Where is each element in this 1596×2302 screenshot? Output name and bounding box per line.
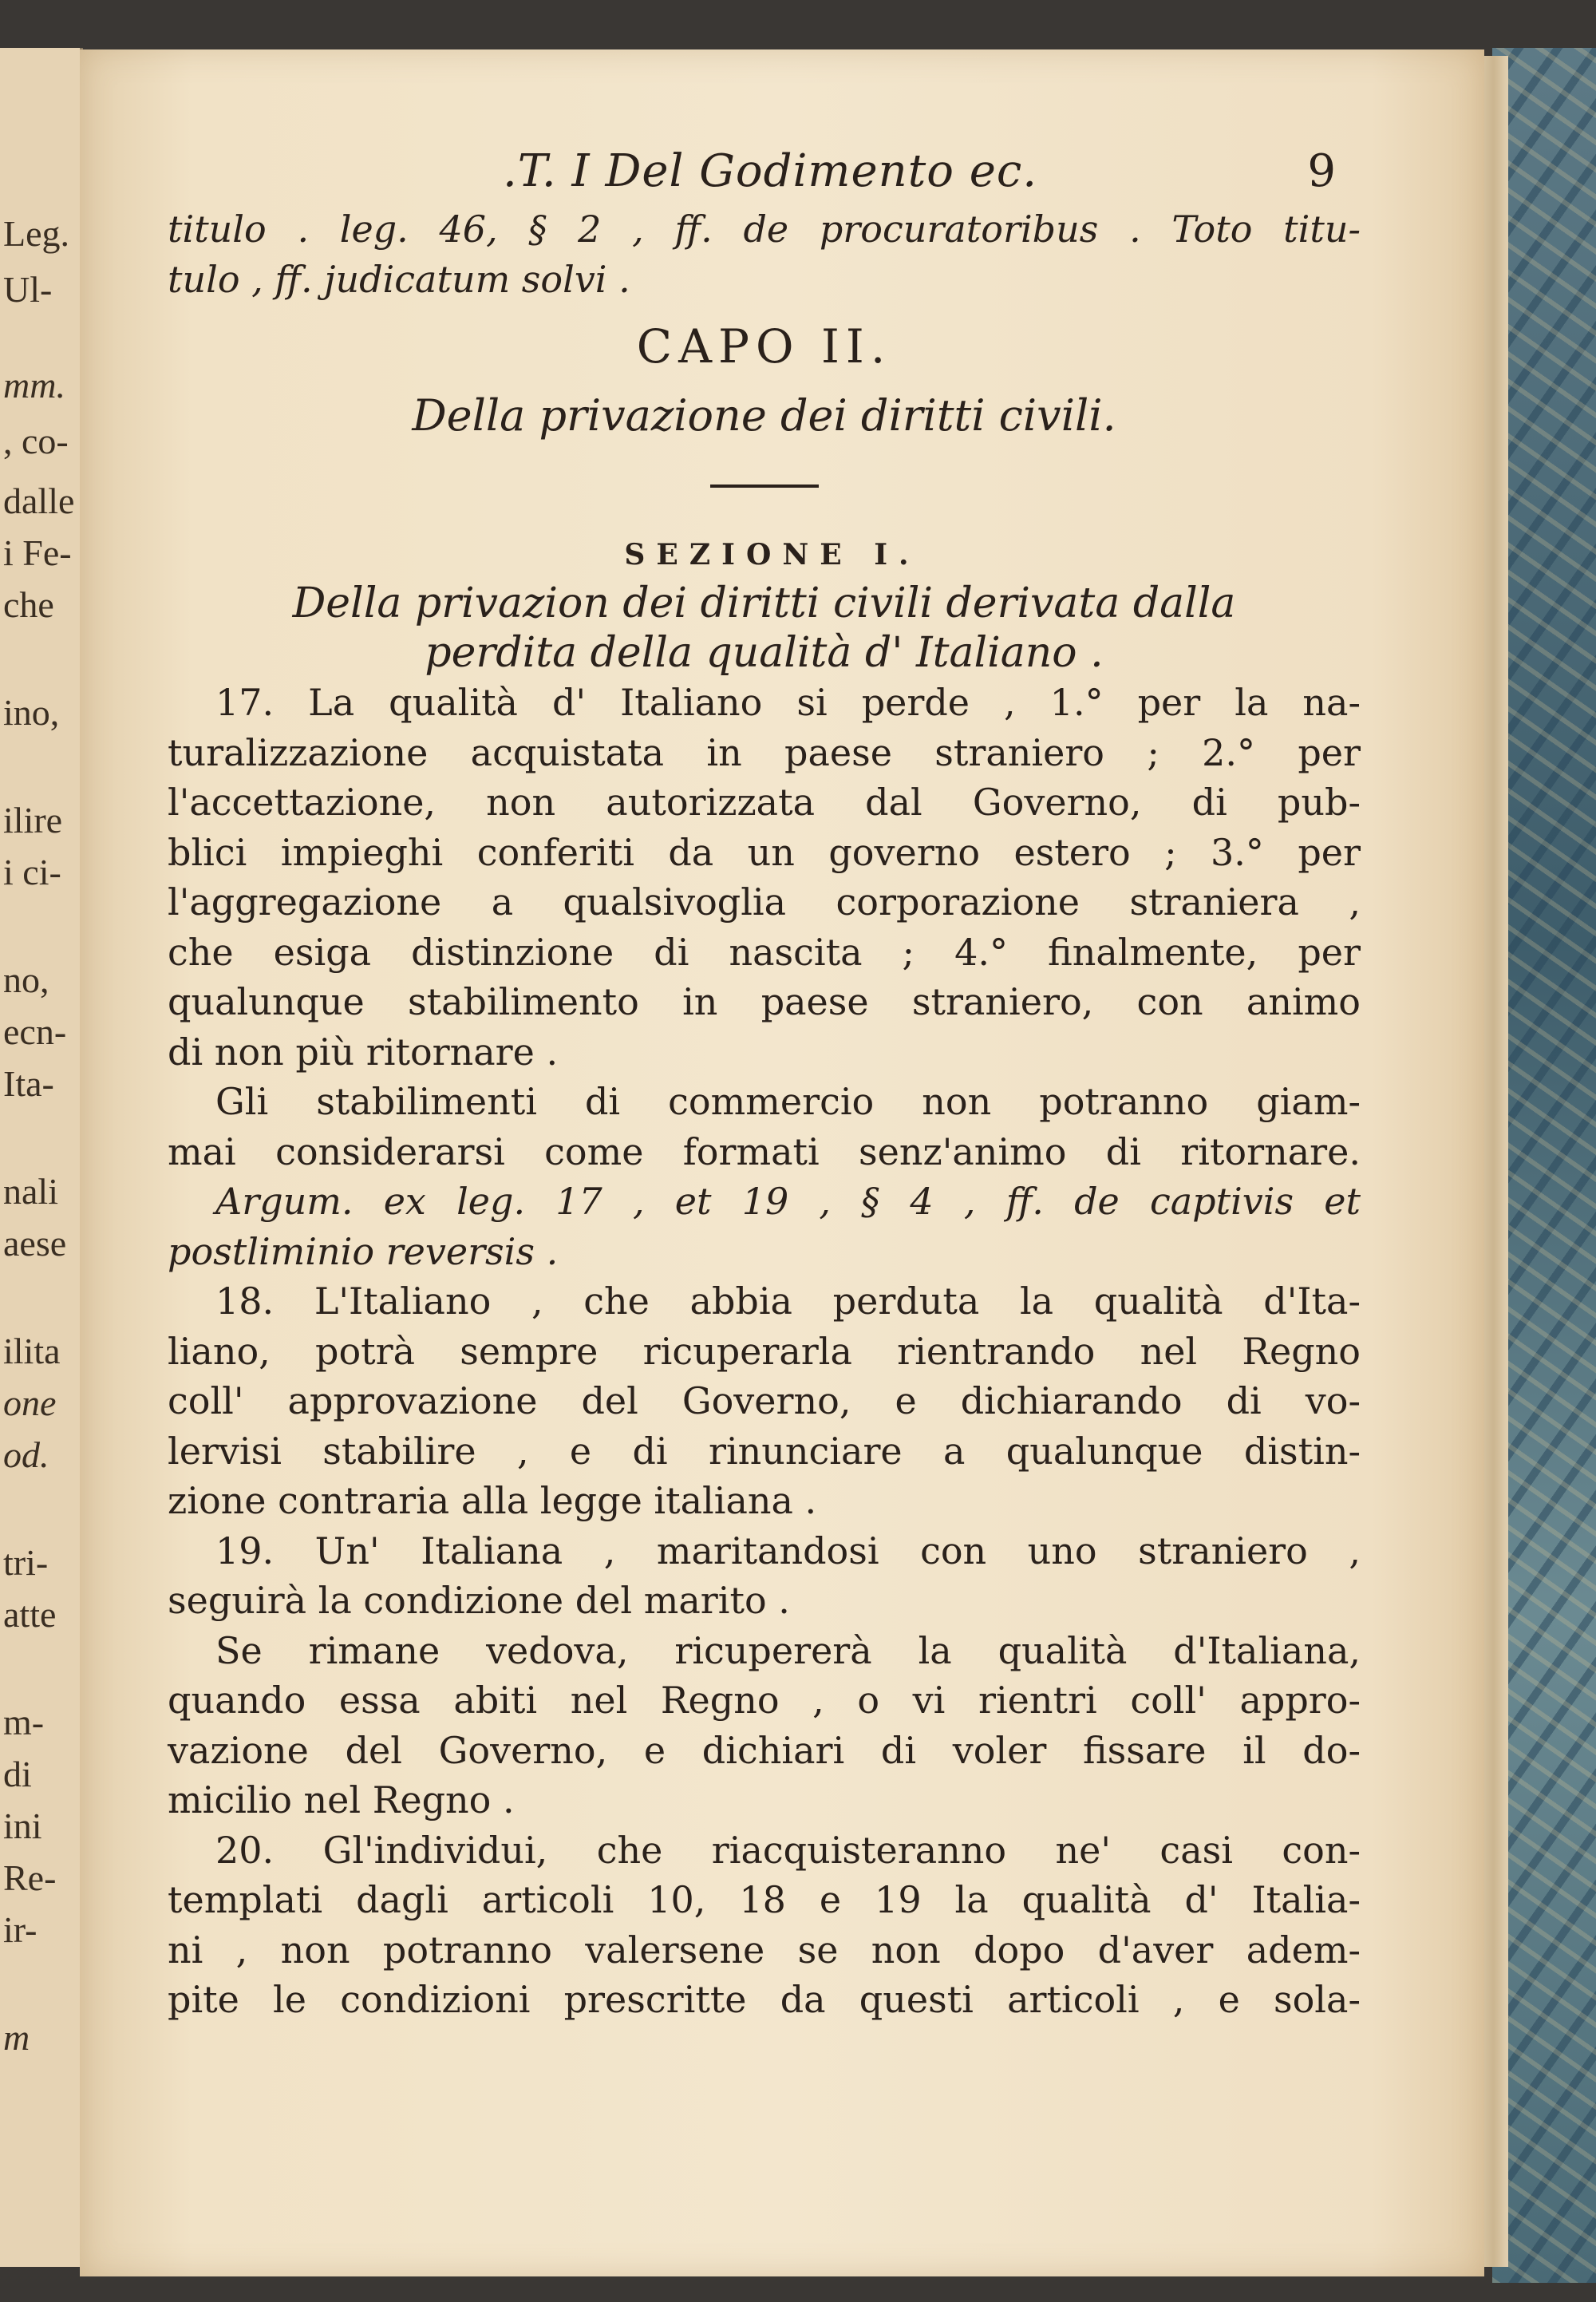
page-text-block: [168, 145, 1361, 2025]
body-line: liano, potrà sempre ricuperarla rientrando nel Regno: [168, 1329, 1361, 1373]
body-line: postliminio reversis .: [168, 1229, 559, 1273]
book-page: [80, 49, 1484, 2276]
section-subtitle: perdita della qualità d' Italiano .: [425, 629, 1104, 677]
body-line: 20. Gl'individui, che riacquisteranno ne' casi con-: [215, 1828, 1361, 1872]
margin-fragment: m-: [3, 1702, 45, 1742]
body-line: blici impieghi conferiti da un governo estero ; 3.° per: [168, 830, 1361, 874]
margin-fragment: Re-: [3, 1857, 57, 1898]
body-line: 19. Un' Italiana , maritandosi con uno straniero ,: [215, 1529, 1361, 1572]
section-divider: [710, 485, 819, 488]
running-head-title: .T. I Del Godimento ec.: [503, 145, 1038, 197]
margin-fragment: nali: [3, 1171, 58, 1212]
margin-fragment: atte: [3, 1594, 57, 1635]
margin-fragment: m: [3, 2017, 30, 2058]
chapter-heading: CAPO II.: [636, 319, 892, 374]
body-line: pite le condizioni prescritte da questi articoli , e sola-: [168, 1978, 1361, 2021]
body-line: mai considerarsi come formati senz'animo di ritornare.: [168, 1129, 1361, 1173]
body-line: qualunque stabilimento in paese straniero, con animo: [168, 980, 1361, 1023]
margin-fragment: i ci-: [3, 852, 61, 892]
margin-fragment: no,: [3, 959, 49, 1000]
section-heading: SEZIONE I.: [624, 538, 920, 572]
margin-fragment: i Fe-: [3, 532, 72, 573]
margin-fragment: mm.: [3, 365, 65, 405]
body-line: micilio nel Regno .: [168, 1778, 515, 1821]
body-line: l'accettazione, non autorizzata dal Governo, di pub-: [168, 781, 1361, 824]
body-line: di non più ritornare .: [168, 1030, 559, 1074]
body-line: Argum. ex leg. 17 , et 19 , § 4 , ff. de captivis et: [215, 1180, 1361, 1223]
margin-fragment: ecn-: [3, 1011, 67, 1052]
margin-fragment: di: [3, 1754, 32, 1794]
body-line: ni , non potranno valersene se non dopo d'aver adem-: [168, 1928, 1361, 1972]
margin-fragment: ilire: [3, 800, 63, 841]
body-line: turalizzazione acquistata in paese straniero ; 2.° per: [168, 730, 1361, 774]
body-line: Se rimane vedova, ricupererà la qualità d'Italiana,: [215, 1628, 1361, 1672]
margin-fragment: one: [3, 1382, 57, 1423]
body-line: l'aggregazione a qualsivoglia corporazione straniera ,: [168, 880, 1361, 924]
margin-fragment: Ita-: [3, 1063, 54, 1104]
body-line: quando essa abiti nel Regno , o vi rientri coll' appro-: [168, 1679, 1361, 1722]
body-line: lervisi stabilire , e di rinunciare a qualunque distin-: [168, 1429, 1361, 1473]
intro-line: tulo , ff. judicatum solvi .: [168, 257, 630, 301]
margin-fragment: , co-: [3, 421, 69, 461]
margin-fragment: od.: [3, 1434, 49, 1475]
chapter-subtitle: Della privazione dei diritti civili.: [412, 390, 1116, 441]
body-line: 17. La qualità d' Italiano si perde , 1.° per la na-: [215, 681, 1361, 724]
margin-fragment: Leg.: [3, 213, 70, 254]
body-line: seguirà la condizione del marito .: [168, 1579, 790, 1622]
body-line: vazione del Governo, e dichiari di voler fissare il do-: [168, 1728, 1361, 1772]
margin-fragment: dalle: [3, 481, 75, 521]
margin-fragment: tri-: [3, 1542, 49, 1583]
page-number: 9: [1307, 145, 1337, 197]
section-subtitle: Della privazion dei diritti civili derivata dalla: [292, 579, 1236, 627]
body-line: Gli stabilimenti di commercio non potranno giam-: [215, 1080, 1361, 1123]
body-line: zione contraria alla legge italiana .: [168, 1479, 817, 1522]
margin-fragment: ini: [3, 1806, 42, 1846]
body-line: coll' approvazione del Governo, e dichiarando di vo-: [168, 1379, 1361, 1422]
intro-line: titulo . leg. 46, § 2 , ff. de procuratoribus . Toto titu-: [168, 208, 1361, 251]
facing-page-fragment: [0, 48, 83, 2267]
margin-fragment: ilita: [3, 1331, 61, 1371]
body-line: che esiga distinzione di nascita ; 4.° finalmente, per: [168, 930, 1361, 974]
body-line: templati dagli articoli 10, 18 e 19 la qualità d' Italia-: [168, 1878, 1361, 1921]
margin-fragment: aese: [3, 1223, 67, 1264]
margin-fragment: Ul-: [3, 269, 53, 310]
margin-fragment: che: [3, 584, 54, 625]
margin-fragment: ir-: [3, 1909, 38, 1950]
running-head: [168, 145, 1361, 204]
margin-fragment: ino,: [3, 692, 60, 733]
body-line: 18. L'Italiano , che abbia perduta la qualità d'Ita-: [215, 1280, 1361, 1323]
